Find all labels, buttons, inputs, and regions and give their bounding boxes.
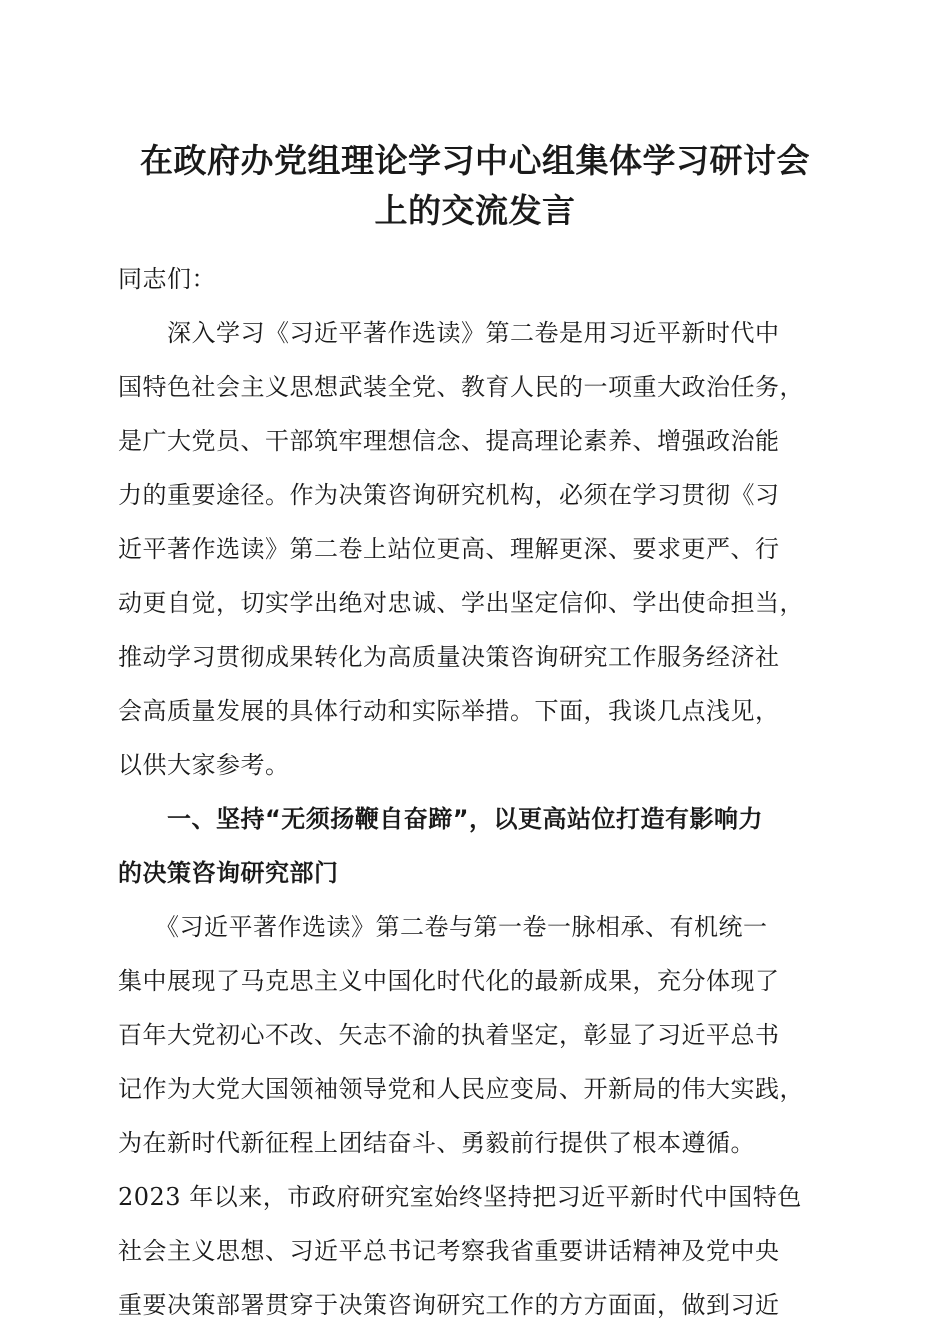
title-line: 在政府办党组理论学习中心组集体学习研讨会 (140, 141, 810, 180)
title-line: 上的交流发言 (374, 191, 576, 230)
paragraph-line: 2023 年以来，市政府研究室始终坚持把习近平新时代中国特色 (118, 1183, 802, 1211)
paragraph-line: 重要决策部署贯穿于决策咨询研究工作的方方面面，做到习近 (118, 1291, 780, 1319)
section-heading-line: 一、坚持“无须扬鞭自奋蹄”，以更高站位打造有影响力 (118, 805, 764, 833)
paragraph-line: 力的重要途径。作为决策咨询研究机构，必须在学习贯彻《习 (118, 481, 780, 509)
paragraph-line: 记作为大党大国领袖领导党和人民应变局、开新局的伟大实践， (118, 1075, 804, 1103)
paragraph-line: 《习近平著作选读》第二卷与第一卷一脉相承、有机统一 (118, 913, 768, 941)
paragraph-line: 国特色社会主义思想武装全党、教育人民的一项重大政治任务， (118, 373, 804, 401)
paragraph-line: 以供大家参考。 (118, 751, 290, 779)
paragraph-line: 近平著作选读》第二卷上站位更高、理解更深、要求更严、行 (118, 535, 780, 563)
salutation: 同志们： (118, 265, 216, 293)
paragraph-line: 社会主义思想、习近平总书记考察我省重要讲话精神及党中央 (118, 1237, 780, 1265)
paragraph-line: 推动学习贯彻成果转化为高质量决策咨询研究工作服务经济社 (118, 643, 780, 671)
paragraph-line: 会高质量发展的具体行动和实际举措。下面，我谈几点浅见， (118, 697, 780, 725)
section-heading-line: 的决策咨询研究部门 (118, 859, 339, 887)
paragraph-line: 为在新时代新征程上团结奋斗、勇毅前行提供了根本遵循。 (118, 1129, 755, 1157)
paragraph-line: 动更自觉，切实学出绝对忠诚、学出坚定信仰、学出使命担当， (118, 589, 804, 617)
document-title (100, 136, 850, 236)
paragraph-line: 百年大党初心不改、矢志不渝的执着坚定，彰显了习近平总书 (118, 1021, 780, 1049)
paragraph-line: 集中展现了马克思主义中国化时代化的最新成果，充分体现了 (118, 967, 780, 995)
paragraph-line: 深入学习《习近平著作选读》第二卷是用习近平新时代中 (118, 319, 780, 347)
document-body (118, 252, 830, 1332)
paragraph-line: 是广大党员、干部筑牢理想信念、提高理论素养、增强政治能 (118, 427, 780, 455)
